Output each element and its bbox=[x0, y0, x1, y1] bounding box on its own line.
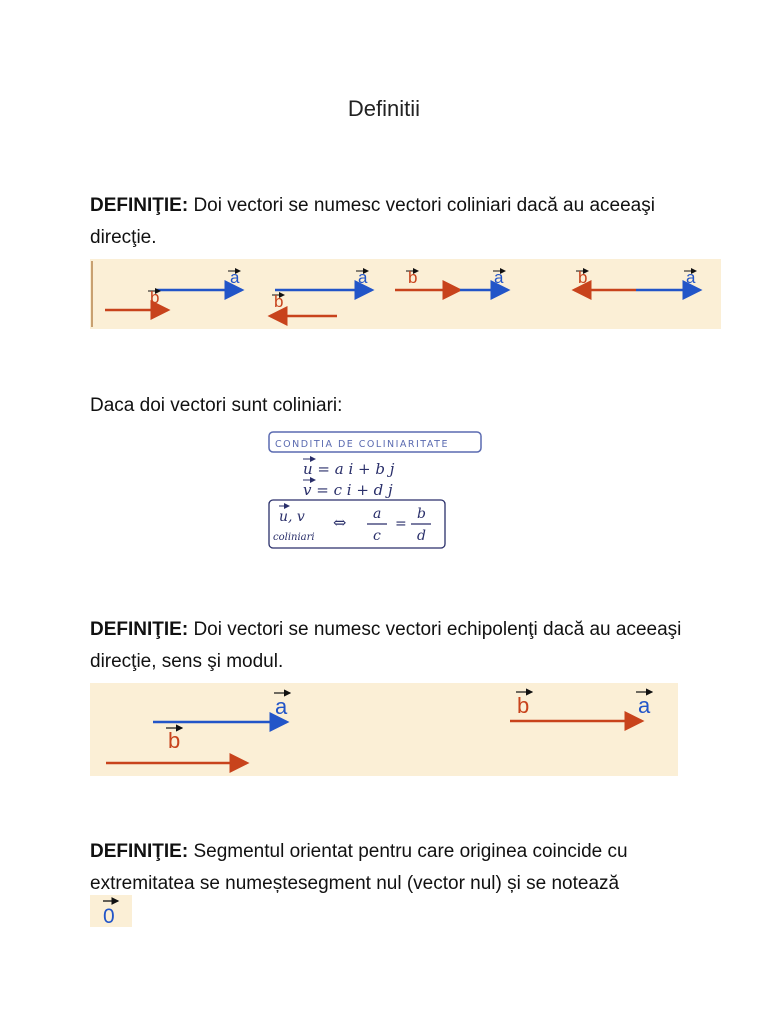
vector-pair: u, v bbox=[279, 509, 305, 525]
equation-u: u = a i + b j bbox=[303, 460, 395, 478]
definition-label: DEFINIŢIE: bbox=[90, 195, 189, 216]
collinear-vectors-figure bbox=[90, 259, 721, 329]
equals-sign: = bbox=[395, 516, 407, 532]
vector-label-b: b bbox=[578, 268, 588, 287]
fraction-d: d bbox=[417, 528, 426, 544]
equipollent-vectors-figure bbox=[90, 683, 678, 776]
definition-collinear bbox=[90, 190, 690, 254]
vector-label-a: a bbox=[494, 268, 504, 287]
definition-text: Segmentul orientat pentru care originea coincide cu extremitatea se numeștesegment nul (vector nul) și se notează bbox=[90, 841, 628, 894]
vector-label-b: b bbox=[150, 288, 160, 307]
vector-label-a: a bbox=[686, 268, 696, 287]
definition-label: DEFINIŢIE: bbox=[90, 841, 189, 862]
equation-v: v = c i + d j bbox=[303, 481, 393, 499]
definition-text: Doi vectori se numesc vectori coliniari dacă au aceeaşi direcţie. bbox=[90, 195, 655, 248]
fraction-c: c bbox=[373, 528, 381, 544]
vector-label-a: a bbox=[230, 268, 240, 287]
page-title: Definitii bbox=[347, 96, 421, 121]
vector-label-a: a bbox=[638, 693, 651, 718]
vector-label-a: a bbox=[275, 694, 288, 719]
definition-label: DEFINIŢIE: bbox=[90, 619, 189, 640]
null-vector-figure bbox=[90, 895, 132, 927]
vector-label-b: b bbox=[517, 693, 530, 718]
vector-label-b: b bbox=[168, 728, 181, 753]
fraction-b: b bbox=[417, 506, 426, 522]
null-vector-symbol: 0 bbox=[103, 905, 115, 927]
iff-symbol: ⇔ bbox=[333, 513, 347, 532]
definition-equipollent bbox=[90, 614, 690, 678]
collinearity-condition-figure bbox=[265, 428, 505, 552]
collinear-word: coliniari bbox=[273, 532, 315, 543]
vector-label-b: b bbox=[408, 268, 418, 287]
fraction-a: a bbox=[373, 506, 382, 522]
definition-null-vector bbox=[90, 836, 700, 900]
definition-text: Doi vectori se numesc vectori echipolenţi dacă au aceeaşi direcţie, sens şi modul. bbox=[90, 619, 682, 672]
condition-header: CONDITIA DE COLINIARITATE bbox=[275, 439, 449, 450]
vector-label-b: b bbox=[274, 292, 284, 311]
collinear-intro: Daca doi vectori sunt coliniari: bbox=[90, 395, 343, 416]
vector-label-a: a bbox=[358, 268, 368, 287]
